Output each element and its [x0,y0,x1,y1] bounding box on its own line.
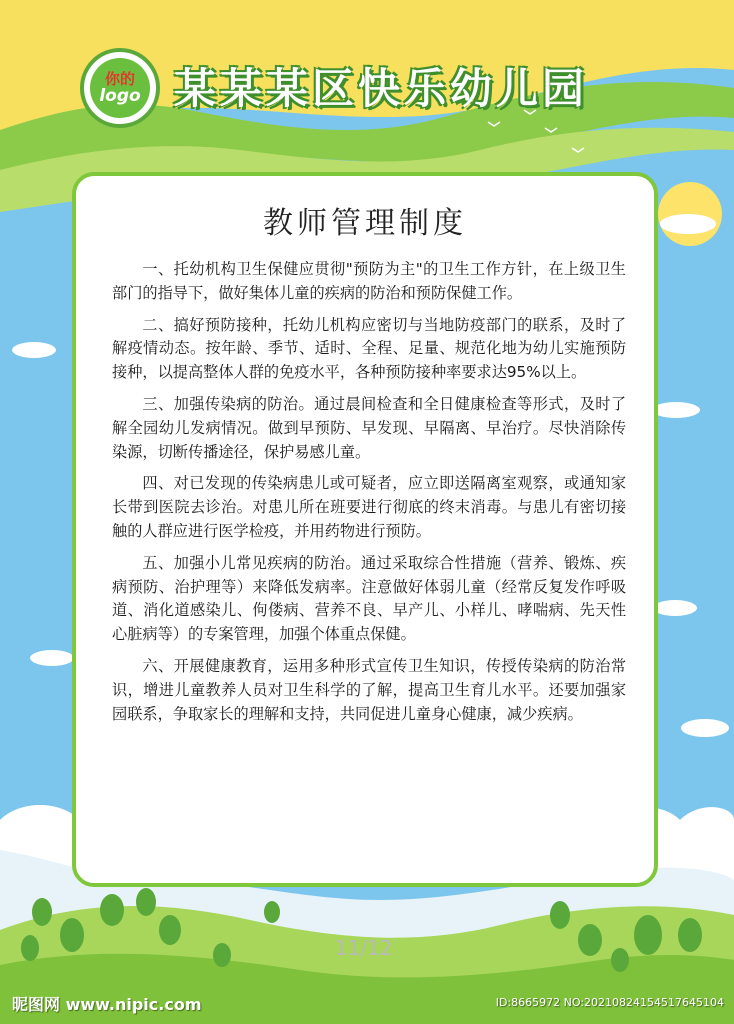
paragraph-2: 二、搞好预防接种，托幼儿机构应密切与当地防疫部门的联系，及时了解疫情动态。按年龄、季节、适时、全程、足量、规范化地为幼儿实施预防接种，以提高整体人群的免疫水平，各种预防接种率要求达95%以上。 [112,315,626,382]
school-name: 某某某区快乐幼儿园 [174,64,589,113]
paragraph-3: 三、加强传染病的防治。通过晨间检查和全日健康检查等形式，及时了解全园幼儿发病情况。做到早预防、早发现、早隔离、早治疗。尽快消除传染源，切断传播途径，保护易感儿童。 [112,394,626,461]
paragraph-1: 一、托幼机构卫生保健应贯彻"预防为主"的卫生工作方针，在上级卫生部门的指导下，做好集体儿童的疾病的防治和预防保健工作。 [112,260,626,302]
document-body [112,258,626,734]
content-panel [72,172,658,887]
logo-text-line2: logo [99,86,141,106]
paragraph-5: 五、加强小儿常见疾病的防治。通过采取综合性措施（营养、锻炼、疾病预防、治护理等）来降低发病率。注意做好体弱儿童（经常反复发作呼吸道、消化道感染儿、佝偻病、营养不良、早产儿、小样儿、哮喘病、先天性心脏病等）的专案管理，加强个体重点保健。 [112,553,626,644]
paragraph-4: 四、对已发现的传染病患儿或可疑者，应立即送隔离室观察，或通知家长带到医院去诊治。对患儿所在班要进行彻底的终末消毒。与患儿有密切接触的人群应进行医学检疫，并用药物进行预防。 [112,474,626,540]
watermark-id: ID:8665972 NO:20210824154517645104 [495,996,724,1009]
logo-text-line1: 你的 [104,70,135,88]
paragraph-6: 六、开展健康教育，运用多种形式宣传卫生知识，传授传染病的防治常识，增进儿童教养人员对卫生科学的了解，提高卫生育儿水平。还要加强家园联系，争取家长的理解和支持，共同促进儿童身心健康，减少疾病。 [112,656,626,723]
document-title: 教师管理制度 [263,206,467,241]
watermark-site: 昵图网 www.nipic.com [12,995,202,1014]
page-number: 11/12 [335,936,393,960]
school-logo [80,48,160,128]
logo-circle [90,58,150,118]
